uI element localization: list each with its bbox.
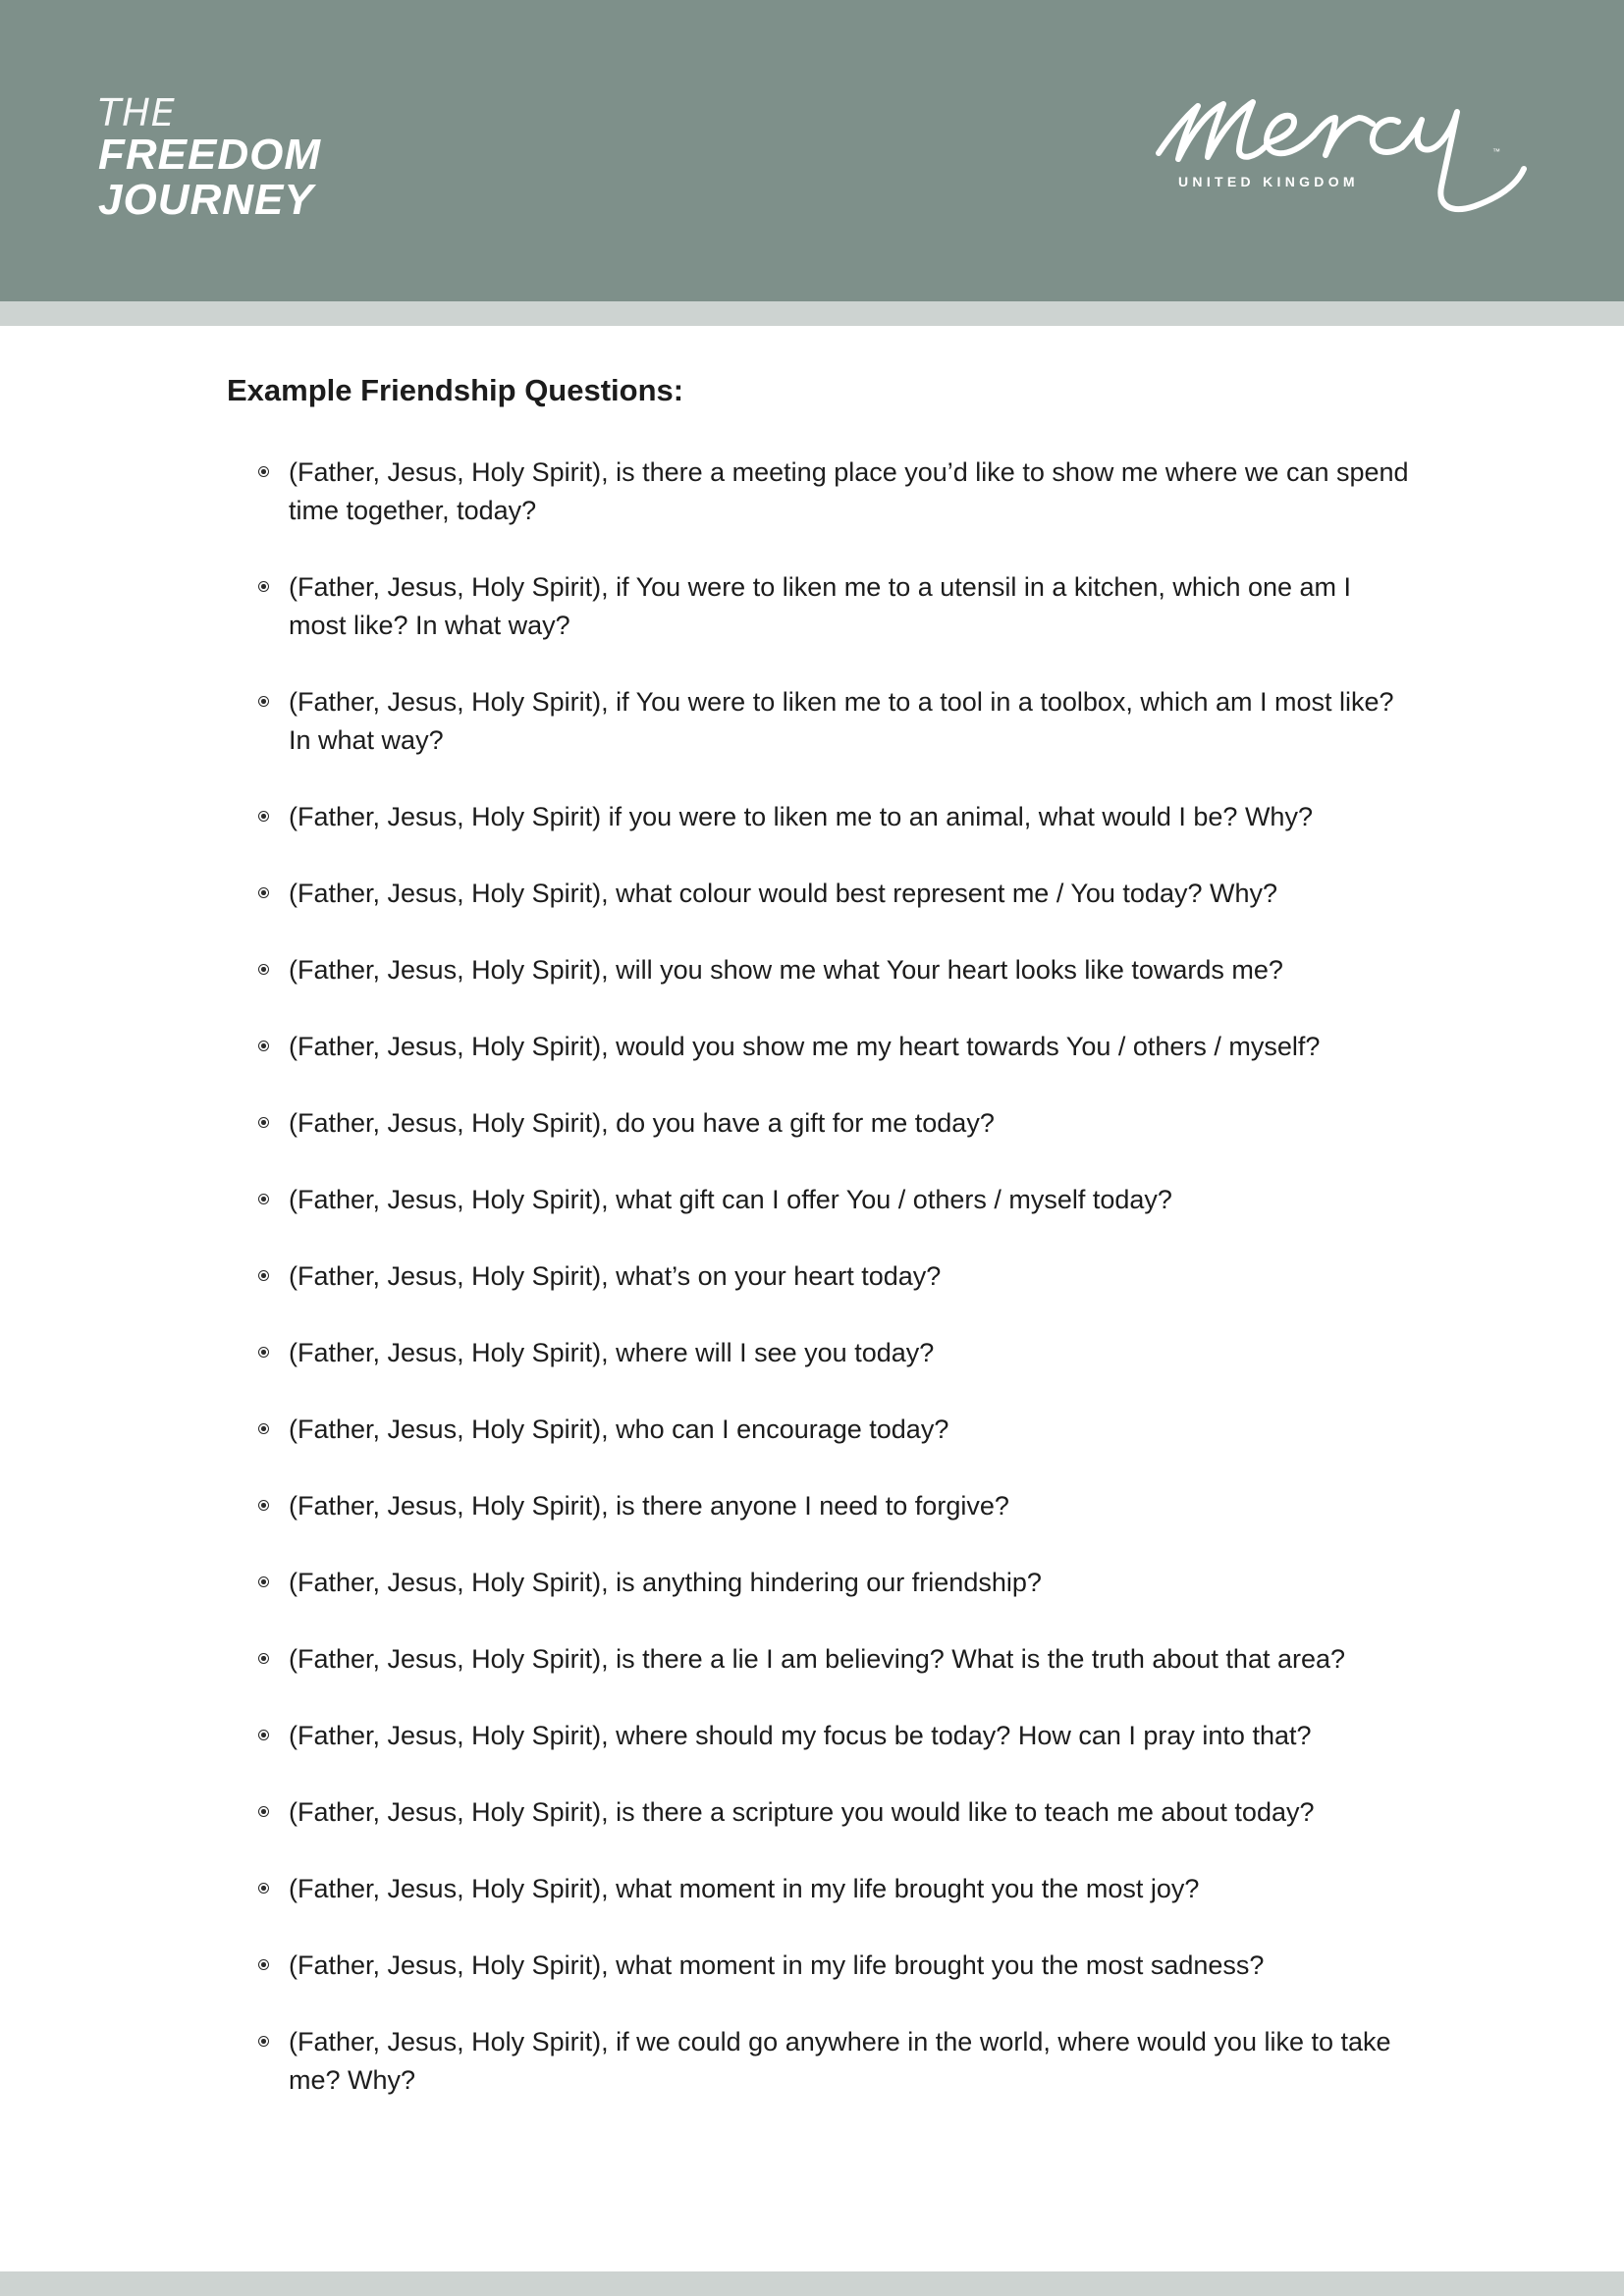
question-text: (Father, Jesus, Holy Spirit), if You were to liken me to a tool in a toolbox, which am I most like? In what way? <box>289 687 1394 755</box>
mercy-logo-y <box>1402 112 1524 209</box>
bullet-icon <box>258 1117 269 1128</box>
question-item <box>253 1564 1412 1602</box>
freedom-journey-logo <box>98 91 321 224</box>
bullet-icon <box>258 1500 269 1511</box>
brand-the: THE <box>98 91 176 134</box>
bullet-icon <box>258 1423 269 1434</box>
question-item <box>253 2023 1412 2100</box>
question-text: (Father, Jesus, Holy Spirit), is there a meeting place you’d like to show me where we can spend time together, today? <box>289 457 1409 525</box>
trademark-mark: ™ <box>1492 147 1500 156</box>
bullet-icon <box>258 466 269 477</box>
question-text: (Father, Jesus, Holy Spirit), will you show me what Your heart looks like towards me? <box>289 955 1283 985</box>
bullet-icon <box>258 1806 269 1817</box>
brand-journey: JOURNEY <box>98 176 314 224</box>
question-text: (Father, Jesus, Holy Spirit), is there a scripture you would like to teach me about today? <box>289 1797 1315 1827</box>
page-title: Example Friendship Questions: <box>227 373 684 407</box>
question-item <box>253 951 1412 989</box>
question-item <box>253 1640 1412 1679</box>
question-item <box>253 1181 1412 1219</box>
question-item <box>253 454 1412 530</box>
question-text: (Father, Jesus, Holy Spirit), what’s on your heart today? <box>289 1261 942 1291</box>
header-stripe <box>0 301 1624 326</box>
questions-list <box>253 454 1412 2138</box>
question-text: (Father, Jesus, Holy Spirit), is there a lie I am believing? What is the truth about that area? <box>289 1644 1346 1674</box>
question-item <box>253 1257 1412 1296</box>
question-text: (Father, Jesus, Holy Spirit), is there anyone I need to forgive? <box>289 1491 1009 1521</box>
bullet-icon <box>258 964 269 975</box>
question-text: (Father, Jesus, Holy Spirit), is anything hindering our friendship? <box>289 1568 1042 1597</box>
question-item <box>253 1947 1412 1985</box>
bullet-icon <box>258 1270 269 1281</box>
question-text: (Father, Jesus, Holy Spirit) if you were to liken me to an animal, what would I be? Why? <box>289 802 1313 831</box>
question-text: (Father, Jesus, Holy Spirit), who can I encourage today? <box>289 1415 949 1444</box>
bullet-icon <box>258 2036 269 2047</box>
bullet-icon <box>258 696 269 707</box>
question-item <box>253 1870 1412 1908</box>
mercy-logo-m <box>1159 102 1265 159</box>
question-item <box>253 1411 1412 1449</box>
bullet-icon <box>258 1959 269 1970</box>
bullet-icon <box>258 1347 269 1358</box>
question-item <box>253 1334 1412 1372</box>
question-item <box>253 568 1412 645</box>
question-text: (Father, Jesus, Holy Spirit), do you have a gift for me today? <box>289 1108 995 1138</box>
question-item <box>253 1717 1412 1755</box>
bullet-icon <box>258 1730 269 1740</box>
question-text: (Father, Jesus, Holy Spirit), what moment in my life brought you the most sadness? <box>289 1950 1265 1980</box>
question-text: (Father, Jesus, Holy Spirit), what gift can I offer You / others / myself today? <box>289 1185 1172 1214</box>
question-text: (Father, Jesus, Holy Spirit), where should my focus be today? How can I pray into that? <box>289 1721 1312 1750</box>
question-text: (Father, Jesus, Holy Spirit), would you show me my heart towards You / others / myself? <box>289 1032 1321 1061</box>
question-text: (Father, Jesus, Holy Spirit), if we could go anywhere in the world, where would you like to take me? Why? <box>289 2027 1391 2095</box>
mercy-logo-r <box>1314 118 1373 155</box>
footer-stripe <box>0 2271 1624 2296</box>
bullet-icon <box>258 1576 269 1587</box>
bullet-icon <box>258 811 269 822</box>
bullet-icon <box>258 887 269 898</box>
bullet-icon <box>258 1194 269 1204</box>
bullet-icon <box>258 1041 269 1051</box>
bullet-icon <box>258 1653 269 1664</box>
brand-freedom: FREEDOM <box>98 131 321 179</box>
bullet-icon <box>258 1883 269 1894</box>
question-item <box>253 798 1412 836</box>
question-item <box>253 1793 1412 1832</box>
question-item <box>253 1487 1412 1525</box>
mercy-logo-c <box>1373 120 1402 152</box>
question-item <box>253 1028 1412 1066</box>
mercy-logo-e <box>1267 116 1314 153</box>
question-text: (Father, Jesus, Holy Spirit), if You were to liken me to a utensil in a kitchen, which one am I most like? In what way? <box>289 572 1352 640</box>
question-text: (Father, Jesus, Holy Spirit), what colour would best represent me / You today? Why? <box>289 879 1277 908</box>
question-text: (Father, Jesus, Holy Spirit), what moment in my life brought you the most joy? <box>289 1874 1200 1903</box>
bullet-icon <box>258 581 269 592</box>
mercy-logo <box>1151 88 1534 236</box>
question-text: (Father, Jesus, Holy Spirit), where will I see you today? <box>289 1338 935 1367</box>
question-item <box>253 1104 1412 1143</box>
question-item <box>253 683 1412 760</box>
mercy-subtitle: UNITED KINGDOM <box>1178 174 1359 189</box>
question-item <box>253 875 1412 913</box>
